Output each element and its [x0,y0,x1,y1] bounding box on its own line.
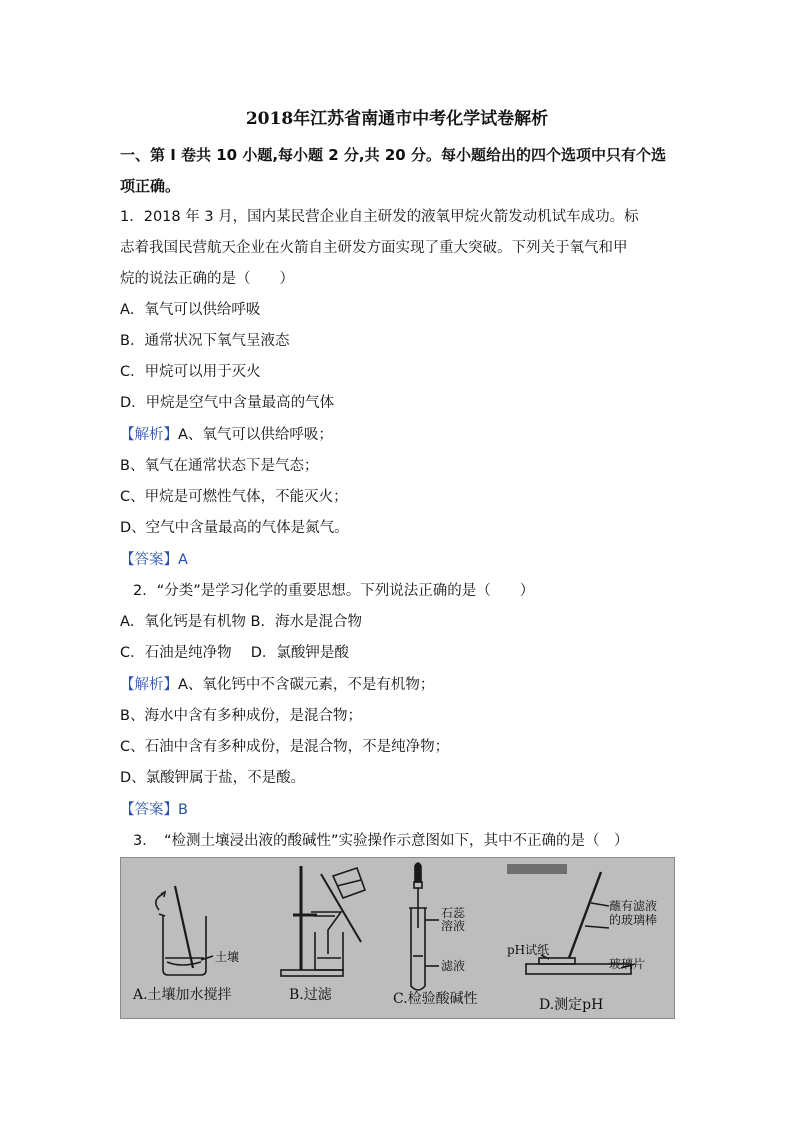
q1-analysis-tag: 【解析】 [120,427,178,443]
experiment-figure [120,857,675,1019]
section-heading-line2: 项正确。 [120,177,181,195]
label-glass-slide: 玻璃片 [609,957,646,971]
q2-analysis-tag: 【解析】 [120,677,178,693]
q2-stem: 2．“分类”是学习化学的重要思想。下列说法正确的是（ ） [133,583,535,599]
section-heading-line1: 一、第 I 卷共 10 小题,每小题 2 分,共 20 分。每小题给出的四个选项中只有个选 [120,146,666,164]
q2-answer-tag: 【答案】 [120,802,178,818]
label-litmus-1: 石蕊 [441,906,466,920]
q2-analysis-line1 [120,675,434,695]
q1-stem-line1: 1．2018 年 3 月，国内某民营企业自主研发的液氧甲烷火箭发动机试车成功。标 [120,209,639,225]
q2-analysis-text: A、氧化钙中不含碳元素，不是有机物； [178,677,435,693]
label-litmus-2: 溶液 [441,919,466,933]
q1-answer-tag: 【答案】 [120,552,178,568]
q1-analysis-line4: D、空气中含量最高的气体是氮气。 [120,520,349,536]
q1-analysis-text: A、氧气可以供给呼吸； [178,427,333,443]
caption-a: A.土壤加水搅拌 [133,987,232,1003]
test-tube-dropper-icon [409,863,439,990]
q1-answer: A [178,552,188,568]
q1-option-d: D．甲烷是空气中含量最高的气体 [120,395,335,411]
q1-option-a: A．氧气可以供给呼吸 [120,302,261,318]
q2-options-cd: C．石油是纯净物 D．氯酸钾是酸 [120,645,349,661]
label-rod-2: 的玻璃棒 [609,913,658,927]
q1-option-b: B．通常状况下氧气呈液态 [120,333,290,349]
q1-answer-line [120,550,188,570]
q1-analysis-line2: B、氧气在通常状态下是气态； [120,458,319,474]
caption-b: B.过滤 [289,987,332,1003]
q1-analysis-line1 [120,425,333,445]
label-rod-1: 蘸有滤液 [609,899,658,913]
beaker-stirring-icon [156,886,213,975]
q2-answer-line [120,800,188,820]
q2-options-ab: A．氧化钙是有机物 B．海水是混合物 [120,614,362,630]
q2-answer: B [178,802,188,818]
label-soil: 土壤 [215,950,240,964]
q2-analysis-line3: C、石油中含有多种成份，是混合物，不是纯净物； [120,739,450,755]
q1-stem-line2: 志着我国民营航天企业在火箭自主研发方面实现了重大突破。下列关于氧气和甲 [120,240,628,256]
q2-analysis-line2: B、海水中含有多种成份，是混合物； [120,708,362,724]
caption-d: D.测定pH [539,997,604,1013]
label-filtrate: 滤液 [441,959,466,973]
page-title: 2018年江苏省南通市中考化学试卷解析 [245,109,549,129]
caption-c: C.检验酸碱性 [393,991,478,1007]
q1-stem-line3: 烷的说法正确的是（ ） [120,271,294,287]
q3-stem: 3． “检测土壤浸出液的酸碱性”实验操作示意图如下，其中不正确的是（ ） [133,833,629,849]
filtration-setup-icon [281,866,365,976]
q1-analysis-line3: C、甲烷是可燃性气体，不能灭火； [120,489,348,505]
label-ph-paper: pH试纸 [507,943,550,957]
q1-option-c: C．甲烷可以用于灭火 [120,364,261,380]
q2-analysis-line4: D、氯酸钾属于盐，不是酸。 [120,770,306,786]
